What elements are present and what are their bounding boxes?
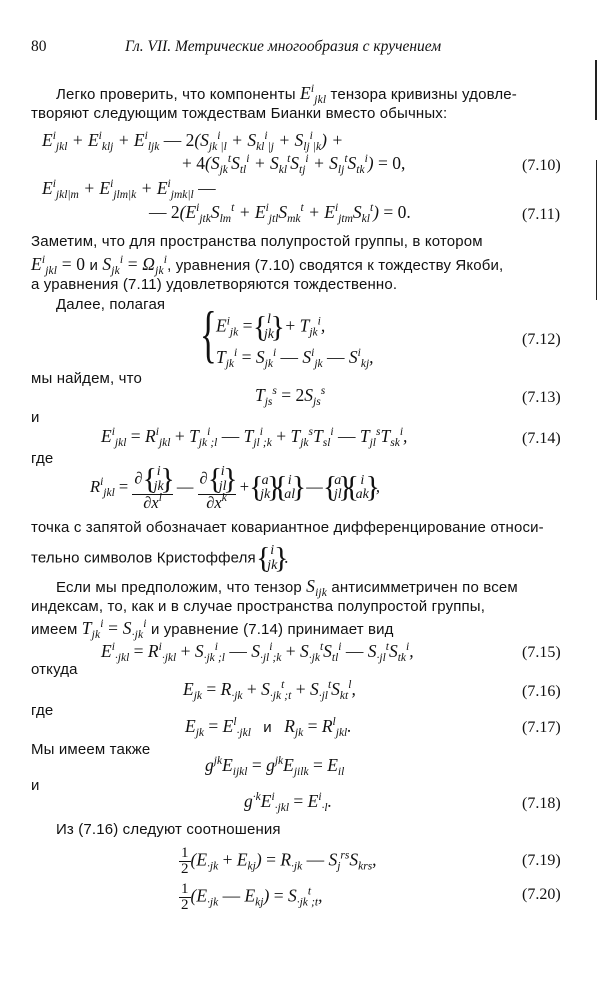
inline-formula-E-zero: $E^i_{jkl} = 0$ bbox=[31, 254, 86, 277]
paragraph-2-line-2-end: , уравнения (7.10) сводятся к тождеству Якоби, bbox=[167, 257, 504, 274]
running-title: Гл. VII. Метрические многообразия с кручением bbox=[125, 38, 442, 55]
paragraph-2-line-2 bbox=[31, 254, 504, 277]
equation-number-7-14: (7.14) bbox=[522, 430, 561, 447]
whence: откуда bbox=[31, 661, 78, 678]
paragraph-5-line-2 bbox=[31, 544, 289, 573]
equation-number-7-20: (7.20) bbox=[522, 886, 561, 903]
equation-7-20: $\frac{1}{2}$ ($E_{\cdot jk}$ — $E_{kj}) = S_{\cdot jk}^t_{;t}$, bbox=[181, 881, 323, 913]
paragraph-6-line-1-start: Если мы предположим, что тензор bbox=[56, 579, 302, 596]
paragraph-6-line-2: индексам, то, как и в случае пространства полупростой группы, bbox=[31, 598, 486, 615]
conjunction-and-1: и bbox=[31, 409, 40, 426]
equation-number-7-12: (7.12) bbox=[522, 331, 561, 348]
paragraph-6-line-1-end: антисимметричен по всем bbox=[331, 579, 518, 596]
equation-7-16: $E_{jk} = R_{\cdot jk} + S_{\cdot jk}^t_{;t} + S_{\cdot jl}^tS_{kt}^l$, bbox=[183, 679, 356, 702]
paragraph-4: мы найдем, что bbox=[31, 370, 142, 387]
equation-7-15: $E^i_{\cdot jkl} = R^i_{\cdot jkl} + S_{\cdot jk}^i_{;l}$ — $S_{\cdot jl}^i_{;k} + S_{\cdot jk}^tS_{tl}^i$ — $S_{\cdot jl}^tS_{tk}^i$, bbox=[101, 641, 414, 664]
paragraph-5-line-2-text: тельно символов Кристоффеля bbox=[31, 549, 256, 567]
equation-7-10-line-2: + $4(S_{jk}^tS_{tl}^i + S_{kl}^tS_{tj}^i + S_{lj}^tS_{tk}^i) = 0$, bbox=[182, 153, 406, 176]
equation-number-7-15: (7.15) bbox=[522, 644, 561, 661]
fraction-1: ∂ { i jk } $\partial x^l$ bbox=[132, 465, 172, 512]
where-1: где bbox=[31, 450, 54, 467]
inline-formula-E: $E^i_{jkl}$ bbox=[300, 83, 327, 106]
riemann-tensor-formula: $R^i_{jkl}$ = ∂ { i jk } $\partial x^l$ — ∂ { i jl } $\partial x^k$ + { a jk } { i al } — { a jl } { i ak } , bbox=[90, 465, 380, 512]
inline-formula-S-ijk: $S_{ijk}$ bbox=[306, 576, 328, 599]
paragraph-1-line-1-start: Легко проверить, что компоненты bbox=[56, 86, 296, 103]
equation-7-19: $\frac{1}{2}$ $(E_{\cdot jk} + E_{kj}) = R_{\cdot jk}$ — $S_j^{rs}S_{krs}$, bbox=[181, 845, 377, 877]
equation-7-11-line-1: $E^i_{jkl|m} + E^i_{jlm|k} + E^i_{jmk|l}$ — bbox=[42, 178, 216, 201]
paragraph-6-line-1 bbox=[56, 576, 518, 599]
equation-number-7-18: (7.18) bbox=[522, 795, 561, 812]
paragraph-6-line-3-start: имеем bbox=[31, 621, 78, 638]
paragraph-2-line-3: а уравнения (7.11) удовлетворяются тождественно. bbox=[31, 276, 398, 293]
page-number: 80 bbox=[31, 38, 47, 55]
paragraph-2-and: и bbox=[89, 257, 98, 274]
christoffel-symbol-inline: { i jk } . bbox=[260, 547, 289, 567]
paragraph-1-line-1-end: тензора кривизны удовле- bbox=[330, 86, 517, 103]
equation-number-7-19: (7.19) bbox=[522, 852, 561, 869]
equation-number-7-10: (7.10) bbox=[522, 157, 561, 174]
equation-7-11-line-2: — $2(E^i_{jtk}S_{lm}^t + E^i_{jtl}S_{mk}^t + E^i_{jtm}S_{kl}^t) = 0$. bbox=[149, 202, 411, 225]
identity-g-E: $g^{jk}E_{ijkl} = g^{jk}E_{jilk} = E_{il}$ bbox=[205, 755, 345, 778]
equation-7-12-line-1: $E^i_{jk}$ = { l jk } + $T_{jk}^i$, bbox=[216, 313, 325, 342]
paragraph-5-line-1: точка с запятой обозначает ковариантное дифференцирование относи- bbox=[31, 519, 544, 536]
equation-7-17: $E_{jk} = E^l_{\cdot jkl}$ и $R_{jk} = R^l_{jkl}$. bbox=[185, 716, 352, 739]
equation-7-13: $T_{js}^s = 2S_{js}^s$ bbox=[255, 385, 326, 408]
paragraph-2-line-1: Заметим, что для пространства полупростой группы, в котором bbox=[31, 233, 483, 250]
paragraph-1-line-1 bbox=[56, 83, 517, 106]
paragraph-8: Из (7.16) следуют соотношения bbox=[56, 821, 281, 838]
inline-formula-T-equals-S: $T_{jk}^i = S_{\cdot jk}^i$ bbox=[81, 618, 147, 641]
equation-7-12-line-2: $T_{jk}^i = S_{jk}^i$ — $S^i_{jk}$ — $S^i_{kj}$, bbox=[216, 347, 374, 370]
christoffel-symbol: { l jk } bbox=[257, 313, 281, 342]
paragraph-7: Мы имеем также bbox=[31, 741, 151, 758]
paragraph-6-line-3 bbox=[31, 618, 394, 641]
equation-number-7-11: (7.11) bbox=[522, 206, 561, 223]
equation-7-10-line-1: $E^i_{jkl} + E^i_{klj} + E^i_{ljk}$ — $2(S_{jk}^i_{|l} + S_{kl}^i_{|j} + S_{lj}^i_{|k})$ + bbox=[42, 130, 344, 153]
conjunction-and-3: и bbox=[31, 777, 40, 794]
equation-number-7-16: (7.16) bbox=[522, 683, 561, 700]
system-brace: { bbox=[199, 298, 217, 369]
equation-number-7-17: (7.17) bbox=[522, 719, 561, 736]
fraction-2: ∂ { i jl } $\partial x^k$ bbox=[198, 465, 236, 512]
equation-number-7-13: (7.13) bbox=[522, 389, 561, 406]
inline-formula-S-omega: $S_{jk}^i = \Omega_{jk}^i$ bbox=[102, 254, 168, 277]
conjunction-and-2: и bbox=[263, 719, 272, 736]
equation-7-14: $E^i_{jkl} = R^i_{jkl} + T_{jk}^i_{;l}$ — $T_{jl}^i_{;k} + T_{jk}^sT_{sl}^i$ — $T_{jl}^sT_{sk}^i$, bbox=[101, 426, 408, 449]
paragraph-6-line-3-end: и уравнение (7.14) принимает вид bbox=[150, 621, 394, 638]
where-2: где bbox=[31, 702, 54, 719]
equation-7-18: $g^{\cdot k}E^i_{\cdot jkl} = E^i_{\cdot l}$. bbox=[244, 791, 332, 814]
paragraph-1-line-2: творяют следующим тождествам Бианки вместо обычных: bbox=[31, 105, 448, 122]
paragraph-3: Далее, полагая bbox=[56, 296, 166, 313]
